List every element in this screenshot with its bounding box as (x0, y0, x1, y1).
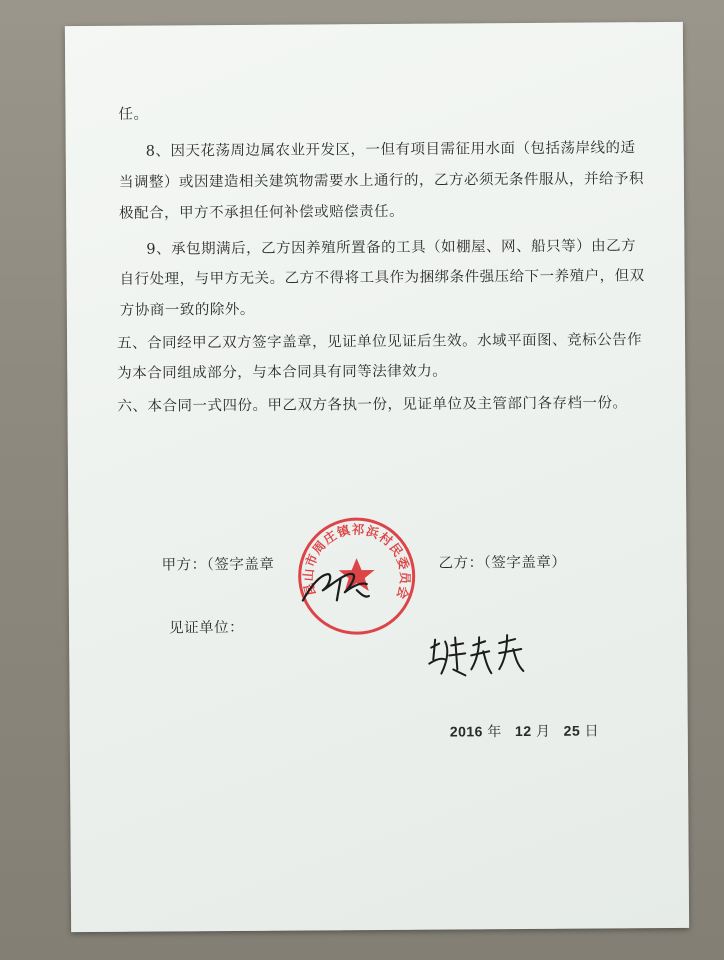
date-year-unit: 年 (487, 724, 502, 741)
date-day-unit: 日 (584, 723, 600, 740)
witness-signature (425, 629, 537, 690)
contract-line-3: 当调整）或因建造相关建筑物需要水上通行的，乙方必须无条件服从，并给予积 (118, 171, 644, 191)
party-b-label: 乙方：（签字盖章） (438, 554, 567, 572)
contract-line-5: 9、承包期满后，乙方因养殖所置备的工具（如棚屋、网、船只等）由乙方 (146, 238, 637, 258)
date-year: 2016 (449, 723, 483, 740)
date-day: 25 (563, 722, 581, 739)
seal-text: 昆山市周庄镇祁浜村民委员会 (300, 521, 413, 602)
contract-line-7: 方协商一致的除外。 (119, 301, 255, 319)
contract-line-2: 8、因天花荡周边属农业开发区，一但有项目需征用水面（包括荡岸线的适 (145, 140, 636, 160)
party-a-signature (297, 560, 377, 611)
date-line (450, 723, 599, 739)
contract-line-8: 五、合同经甲乙双方签字盖章，见证单位见证后生效。水域平面图、竞标公告作 (117, 332, 643, 352)
witness-label: 见证单位： (168, 619, 245, 637)
date-month-unit: 月 (535, 723, 551, 740)
contract-line-9: 为本合同组成部分，与本合同具有同等法律效力。 (117, 363, 448, 382)
contract-line-1: 任。 (118, 106, 149, 123)
party-a-label: 甲方：（签字盖章 (161, 556, 275, 574)
document-page (65, 22, 689, 932)
date-month: 12 (514, 722, 532, 740)
contract-line-6: 自行处理，与甲方无关。乙方不得将工具作为捆绑条件强压给下一养殖户，但双 (119, 268, 645, 288)
contract-line-10: 六、本合同一式四份。甲乙双方各执一份，见证单位及主管部门各存档一份。 (117, 395, 628, 415)
contract-line-4: 极配合，甲方不承担任何补偿或赔偿责任。 (119, 203, 405, 222)
